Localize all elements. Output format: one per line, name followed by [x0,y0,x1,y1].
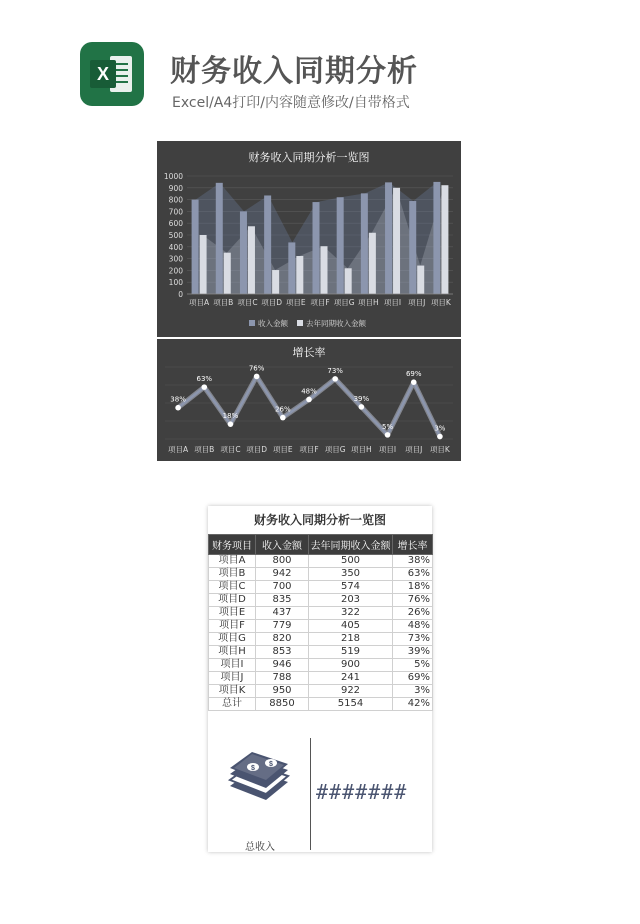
x-tick-label: 项目A [168,445,189,454]
bar-income [361,193,368,294]
x-tick-label: 项目A [189,298,210,307]
cell-item: 项目D [209,594,256,607]
x-tick-label: 项目E [285,298,306,307]
x-tick-label: 项目J [408,298,426,307]
bar-last-year [393,188,400,294]
x-tick-label: 项目C [220,445,241,454]
table-row [209,646,433,659]
cell-last-year: 574 [309,581,393,594]
cell-income: 853 [256,646,309,659]
cell-growth: 42% [393,698,433,711]
cell-last-year: 350 [309,568,393,581]
growth-point [254,374,260,380]
growth-label: 26% [275,405,291,414]
cell-income: 779 [256,620,309,633]
cell-item: 项目J [209,672,256,685]
cell-income: 820 [256,633,309,646]
growth-point [332,376,338,382]
x-tick-label: 项目D [261,298,283,307]
bar-last-year [345,268,352,294]
sheet-title: 财务收入同期分析一览图 [253,513,386,527]
cell-item: 项目I [209,659,256,672]
growth-label: 73% [327,366,343,375]
y-tick-label: 500 [168,231,183,240]
x-tick-label: 项目H [358,298,379,307]
cell-item: 项目K [209,685,256,698]
bar-income [313,202,320,294]
total-income-label: 总收入 [245,842,275,853]
bar-last-year [321,246,328,294]
bar-chart-panel [157,141,461,337]
cell-growth: 38% [393,555,433,568]
y-tick-label: 800 [168,195,183,205]
data-table [208,534,433,711]
y-tick-label: 400 [168,242,183,252]
growth-label: 38% [170,395,186,404]
table-row [209,594,433,607]
cell-item: 项目B [209,568,256,581]
cell-growth: 5% [393,659,433,672]
cell-last-year: 241 [309,672,393,685]
growth-point [201,384,207,390]
svg-text:$: $ [251,765,255,772]
legend-swatch-last-year [297,320,303,326]
bar-last-year [272,270,279,294]
svg-text:$: $ [269,761,273,768]
x-tick-label: 项目F [299,445,319,454]
legend-swatch-income [249,320,255,326]
y-tick-label: 600 [168,219,183,229]
growth-point [411,379,417,385]
growth-label: 69% [405,370,422,379]
y-tick-label: 300 [168,254,183,264]
header-income: 收入金额 [256,535,309,555]
cell-item: 项目C [209,581,256,594]
cell-growth: 76% [393,594,433,607]
summary-section [208,726,432,852]
legend-last-year: 去年同期收入金额 [306,319,366,328]
x-tick-label: 项目K [430,298,451,307]
bar-last-year [369,233,376,294]
bar-last-year [248,226,255,294]
table-row [209,633,433,646]
header-item: 财务项目 [209,535,256,555]
header-last-year: 去年同期收入金额 [309,535,393,555]
x-tick-label: 项目C [237,298,258,307]
cell-growth: 69% [393,672,433,685]
growth-point [175,405,181,411]
charts-preview [156,140,462,462]
spreadsheet-preview [208,506,432,852]
growth-point [306,397,312,403]
cell-item: 项目E [209,607,256,620]
x-tick-label: 项目F [310,298,330,307]
table-row [209,620,433,633]
table-total-row [209,698,433,711]
bar-last-year [200,235,207,294]
money-stack-icon [226,752,292,802]
total-income-value: ####### [316,780,408,804]
cell-last-year: 405 [309,620,393,633]
bar-income [288,242,295,294]
line-chart-panel [157,339,461,461]
x-tick-label: 项目B [213,298,234,307]
table-row [209,607,433,620]
growth-point [280,415,286,421]
growth-label: 18% [222,412,239,421]
page-title: 财务收入同期分析 [170,54,418,89]
bar-income [385,182,392,294]
y-tick-label: 100 [168,278,183,288]
cell-income: 942 [256,568,309,581]
growth-point [228,421,234,427]
cell-last-year: 5154 [309,698,393,711]
cell-item: 项目A [209,555,256,568]
cell-item: 项目H [209,646,256,659]
cell-last-year: 900 [309,659,393,672]
growth-point [359,404,365,410]
growth-label: 39% [353,394,370,403]
growth-point [385,432,391,438]
bar-last-year [296,256,303,294]
bar-income [192,200,199,294]
table-row [209,555,433,568]
table-row [209,568,433,581]
table-row [209,581,433,594]
bar-income [409,201,416,294]
cell-income: 8850 [256,698,309,711]
table-row [209,685,433,698]
excel-icon-letter: X [96,64,110,84]
bar-income [433,182,440,294]
cell-last-year: 500 [309,555,393,568]
x-tick-label: 项目G [333,298,355,307]
growth-point [437,434,443,440]
bar-chart-title: 财务收入同期分析一览图 [248,151,370,164]
cell-growth: 63% [393,568,433,581]
cell-last-year: 519 [309,646,393,659]
page-subtitle: Excel/A4打印/内容随意修改/自带格式 [172,95,410,111]
cell-growth: 39% [393,646,433,659]
cell-last-year: 922 [309,685,393,698]
x-tick-label: 项目D [246,445,268,454]
cell-item: 总计 [209,698,256,711]
cell-income: 437 [256,607,309,620]
cell-income: 835 [256,594,309,607]
line-chart [157,339,461,461]
bar-last-year [224,253,231,294]
bar-last-year [441,185,448,294]
cell-growth: 48% [393,620,433,633]
x-tick-label: 项目I [383,298,402,307]
bar-income [240,211,247,294]
cell-growth: 26% [393,607,433,620]
cell-income: 800 [256,555,309,568]
header-growth: 增长率 [393,535,433,555]
y-tick-label: 900 [168,183,183,193]
y-tick-label: 1000 [163,172,183,181]
cell-last-year: 322 [309,607,393,620]
bar-last-year [417,266,424,294]
excel-icon [80,42,144,106]
cell-income: 946 [256,659,309,672]
table-row [209,659,433,672]
summary-divider [310,738,311,850]
growth-label: 5% [381,422,394,431]
bar-income [216,183,223,294]
cell-last-year: 203 [309,594,393,607]
table-row [209,672,433,685]
cell-last-year: 218 [309,633,393,646]
growth-line [178,376,440,436]
cell-growth: 3% [393,685,433,698]
x-tick-label: 项目B [194,445,215,454]
y-tick-label: 700 [168,207,183,217]
line-chart-title: 增长率 [292,346,326,359]
bar-income [337,197,344,294]
cell-growth: 18% [393,581,433,594]
bar-chart [157,141,461,337]
cell-income: 788 [256,672,309,685]
x-tick-label: 项目K [429,445,450,454]
x-tick-label: 项目H [351,445,372,454]
cell-income: 700 [256,581,309,594]
y-tick-label: 0 [178,290,183,299]
x-tick-label: 项目J [405,445,423,454]
growth-label: 63% [196,375,213,384]
growth-label: 3% [434,424,446,433]
table-header-row [209,535,433,555]
cell-growth: 73% [393,633,433,646]
x-tick-label: 项目G [324,445,346,454]
cell-item: 项目G [209,633,256,646]
cell-item: 项目F [209,620,256,633]
legend-income: 收入金额 [258,319,288,328]
y-tick-label: 200 [168,266,183,276]
x-tick-label: 项目E [272,445,293,454]
growth-label: 48% [301,387,317,396]
x-tick-label: 项目I [378,445,397,454]
growth-label: 76% [248,364,265,373]
bar-income [264,195,271,294]
cell-income: 950 [256,685,309,698]
